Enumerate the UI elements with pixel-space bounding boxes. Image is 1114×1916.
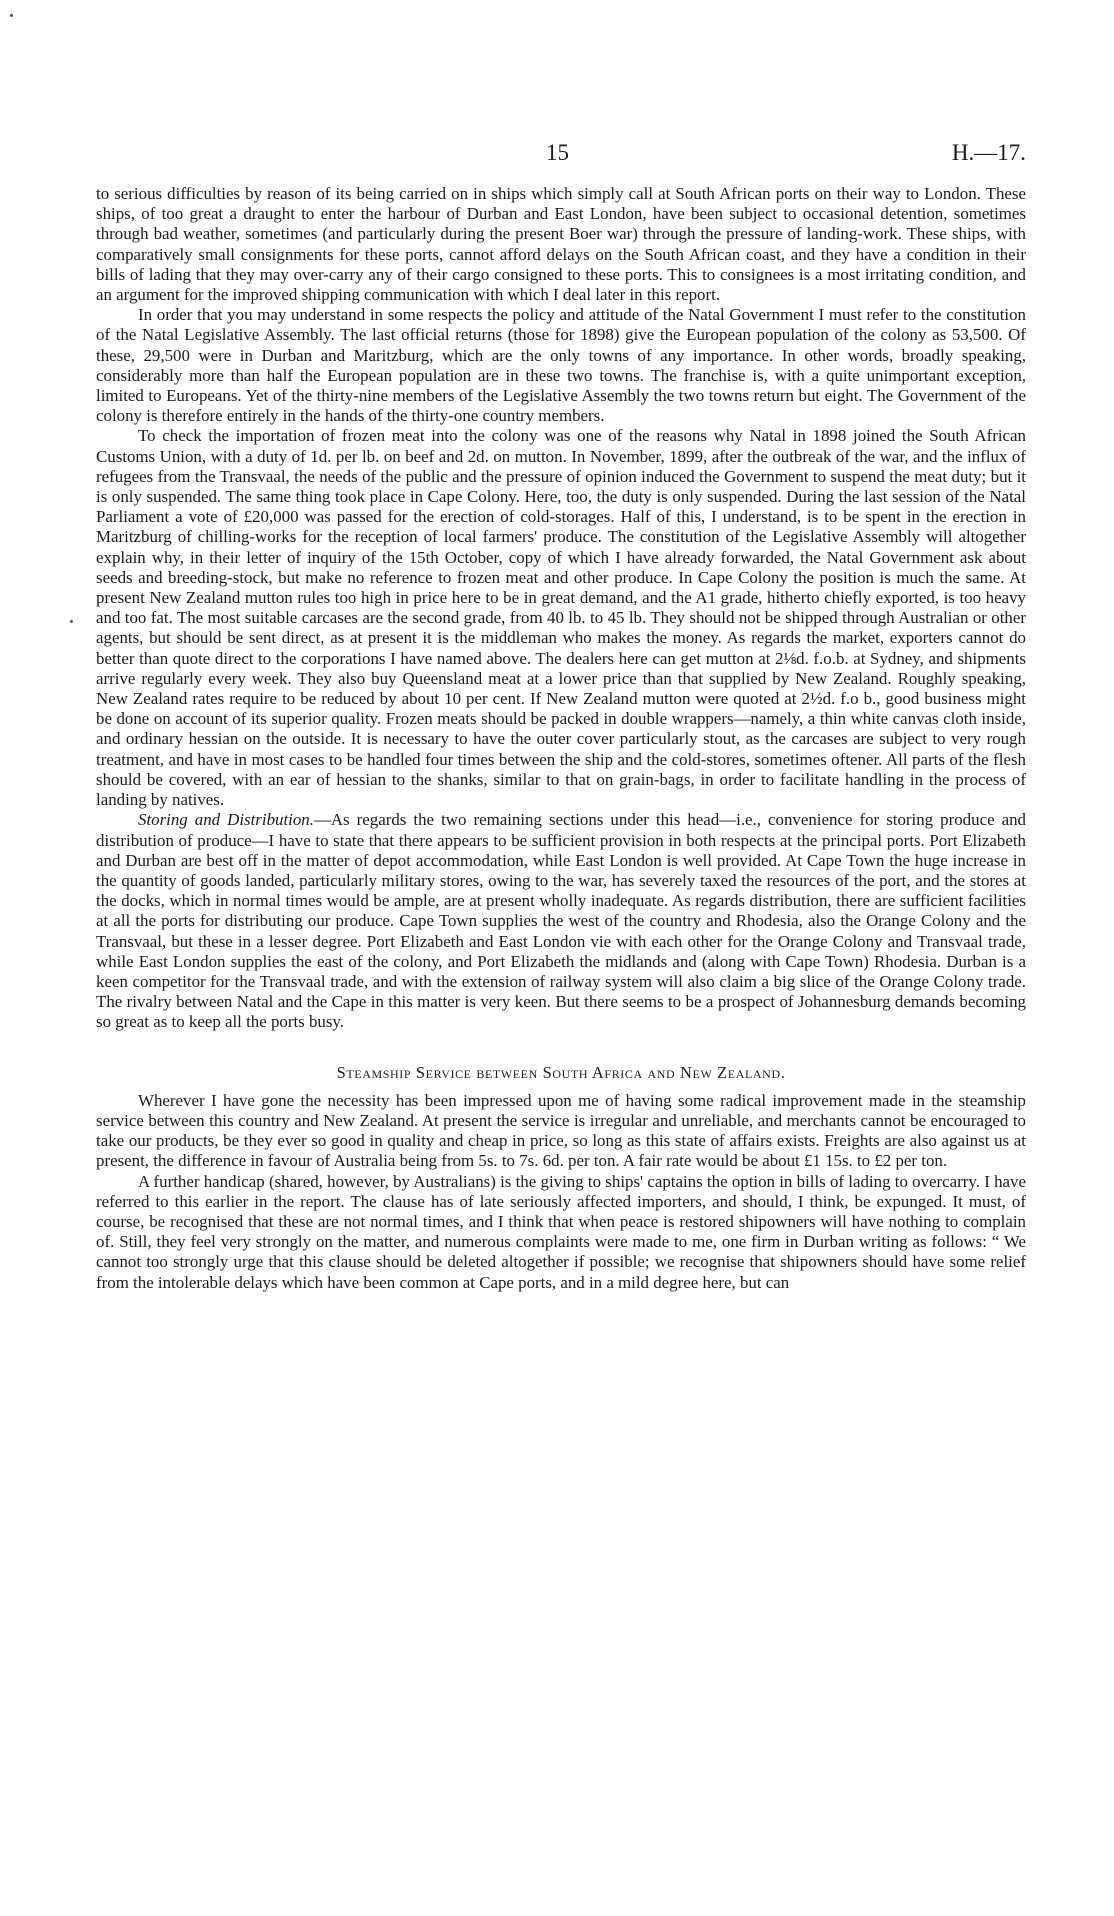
body-paragraph: A further handicap (shared, however, by Australians) is the giving to ships' captains the option in bills of lading to overcarry. I have referred to this earlier in the report. The clause has of late seriously affected importers, and should, I think, be expunged. It must, of course, be recognised that these are not normal times, and I think that when peace is restored shipowners will have nothing to complain of. Still, they feel very strongly on the matter, and numerous complaints were made to me, one firm in Durban writing as follows: “ We cannot too strongly urge that this clause should be deleted altogether if possible; we recognise that shipowners should have some relief from the intolerable delays which have been common at Cape ports, and in a mild degree here, but can: [96, 1171, 1026, 1292]
body-paragraph: To check the importation of frozen meat into the colony was one of the reasons why Natal in 1898 joined the South African Customs Union, with a duty of 1d. per lb. on beef and 2d. on mutton. In November, 1899, after the outbreak of the war, and the influx of refugees from the Transvaal, the needs of the public and the pressure of opinion induced the Government to suspend the meat duty; but it is only suspended. The same thing took place in Cape Colony. Here, too, the duty is only suspended. During the last session of the Natal Parliament a vote of £20,000 was passed for the erection of cold-storages. Half of this, I understand, is to be spent in the erection in Maritzburg of chilling-works for the reception of local farmers' produce. The constitution of the Legislative Assembly will altogether explain why, in their letter of inquiry of the 15th October, copy of which I have already forwarded, the Natal Government ask about seeds and breeding-stock, but make no reference to frozen meat and other produce. In Cape Colony the position is much the same. At present New Zealand mutton rules too high in price here to be in great demand, and the A1 grade, hitherto chiefly exported, is too heavy and too fat. The most suitable carcases are the second grade, from 40 lb. to 45 lb. They should not be shipped through Australian or other agents, but should be sent direct, as at present it is the middleman who makes the money. As regards the market, exporters cannot do better than quote direct to the corporations I have named above. The dealers here can get mutton at 2⅛d. f.o.b. at Sydney, and shipments arrive regularly every week. They also buy Queensland meat at a lower price than that supplied by New Zealand. Roughly speaking, New Zealand rates require to be reduced by about 10 per cent. If New Zealand mutton were quoted at 2½d. f.o b., good business might be done on account of its superior quality. Frozen meats should be packed in double wrappers—namely, a thin white canvas cloth inside, and ordinary hessian on the outside. It is necessary to have the outer cover particularly stout, as the carcases are subject to very rough treatment, and have in most cases to be handled four times between the ship and the cold-stores, sometimes oftener. All parts of the flesh should be covered, with an ear of hessian to the shanks, similar to that on grain-bags, in order to facilitate handling in the process of landing by natives.: [96, 426, 1026, 810]
paragraph-text: —As regards the two remaining sections under this head—i.e., convenience for storing produce and distribution of produce—I have to state that there appears to be sufficient provision in both respects at the principal ports. Port Elizabeth and Durban are best off in the matter of depot accommodation, while East London is well provided. At Cape Town the huge increase in the quantity of goods landed, particularly military stores, owing to the war, has severely taxed the resources of the port, and the stores at the docks, which in normal times would be ample, are at present wholly inadequate. As regards distribution, there are sufficient facilities at all the ports for distributing our produce. Cape Town supplies the west of the country and Rhodesia, also the Orange Colony and the Transvaal, but these in a lesser degree. Port Elizabeth and East London vie with each other for the Orange Colony and Transvaal trade, while East London supplies the east of the colony, and Port Elizabeth the midlands and (along with Cape Town) Rhodesia. Durban is a keen competitor for the Transvaal trade, and with the extension of railway system will also claim a big slice of the Orange Colony trade. The rivalry between Natal and the Cape in this matter is very keen. But there seems to be a prospect of Johannesburg demands becoming so great as to keep all the ports busy.: [96, 810, 1026, 1032]
section-heading: Steamship Service between South Africa and New Zealand.: [336, 1062, 786, 1082]
page-header: [96, 140, 1026, 174]
scan-mark: [10, 14, 13, 17]
page-number: 15: [546, 140, 569, 165]
body-paragraph: Wherever I have gone the necessity has been impressed upon me of having some radical improvement made in the steamship service between this country and New Zealand. At present the service is irregular and unreliable, and merchants cannot be encouraged to take our products, be they ever so good in quality and cheap in price, so long as this state of affairs exists. Freights are also against us at present, the difference in favour of Australia being from 5s. to 7s. 6d. per ton. A fair rate would be about £1 15s. to £2 per ton.: [96, 1090, 1026, 1171]
document-body: [96, 184, 1026, 1293]
document-reference: H.—17.: [951, 140, 1026, 165]
paragraph-lead: Storing and Distribution.: [138, 810, 314, 830]
storing-distribution-paragraph: [96, 810, 1026, 1032]
body-paragraph: In order that you may understand in some respects the policy and attitude of the Natal Government I must refer to the constitution of the Natal Legislative Assembly. The last official returns (those for 1898) give the European population of the colony as 53,500. Of these, 29,500 were in Durban and Maritzburg, which are the only towns of any importance. In other words, broadly speaking, considerably more than half the European population are in these two towns. The franchise is, with a quite unimportant exception, limited to Europeans. Yet of the thirty-nine members of the Legislative Assembly the two towns return but eight. The Government of the colony is therefore entirely in the hands of the thirty-one country members.: [96, 305, 1026, 426]
body-paragraph: to serious difficulties by reason of its being carried on in ships which simply call at South African ports on their way to London. These ships, of too great a draught to enter the harbour of Durban and East London, have been subject to occasional detention, sometimes through bad weather, sometimes (and particularly during the present Boer war) through the pressure of landing-work. These ships, with comparatively small consignments for these ports, cannot afford delays on the South African coast, and they have a condition in their bills of lading that they may over-carry any of their cargo consigned to these ports. This to consignees is a most irritating condition, and an argument for the improved shipping communication with which I deal later in this report.: [96, 184, 1026, 305]
scan-mark: [70, 620, 73, 623]
